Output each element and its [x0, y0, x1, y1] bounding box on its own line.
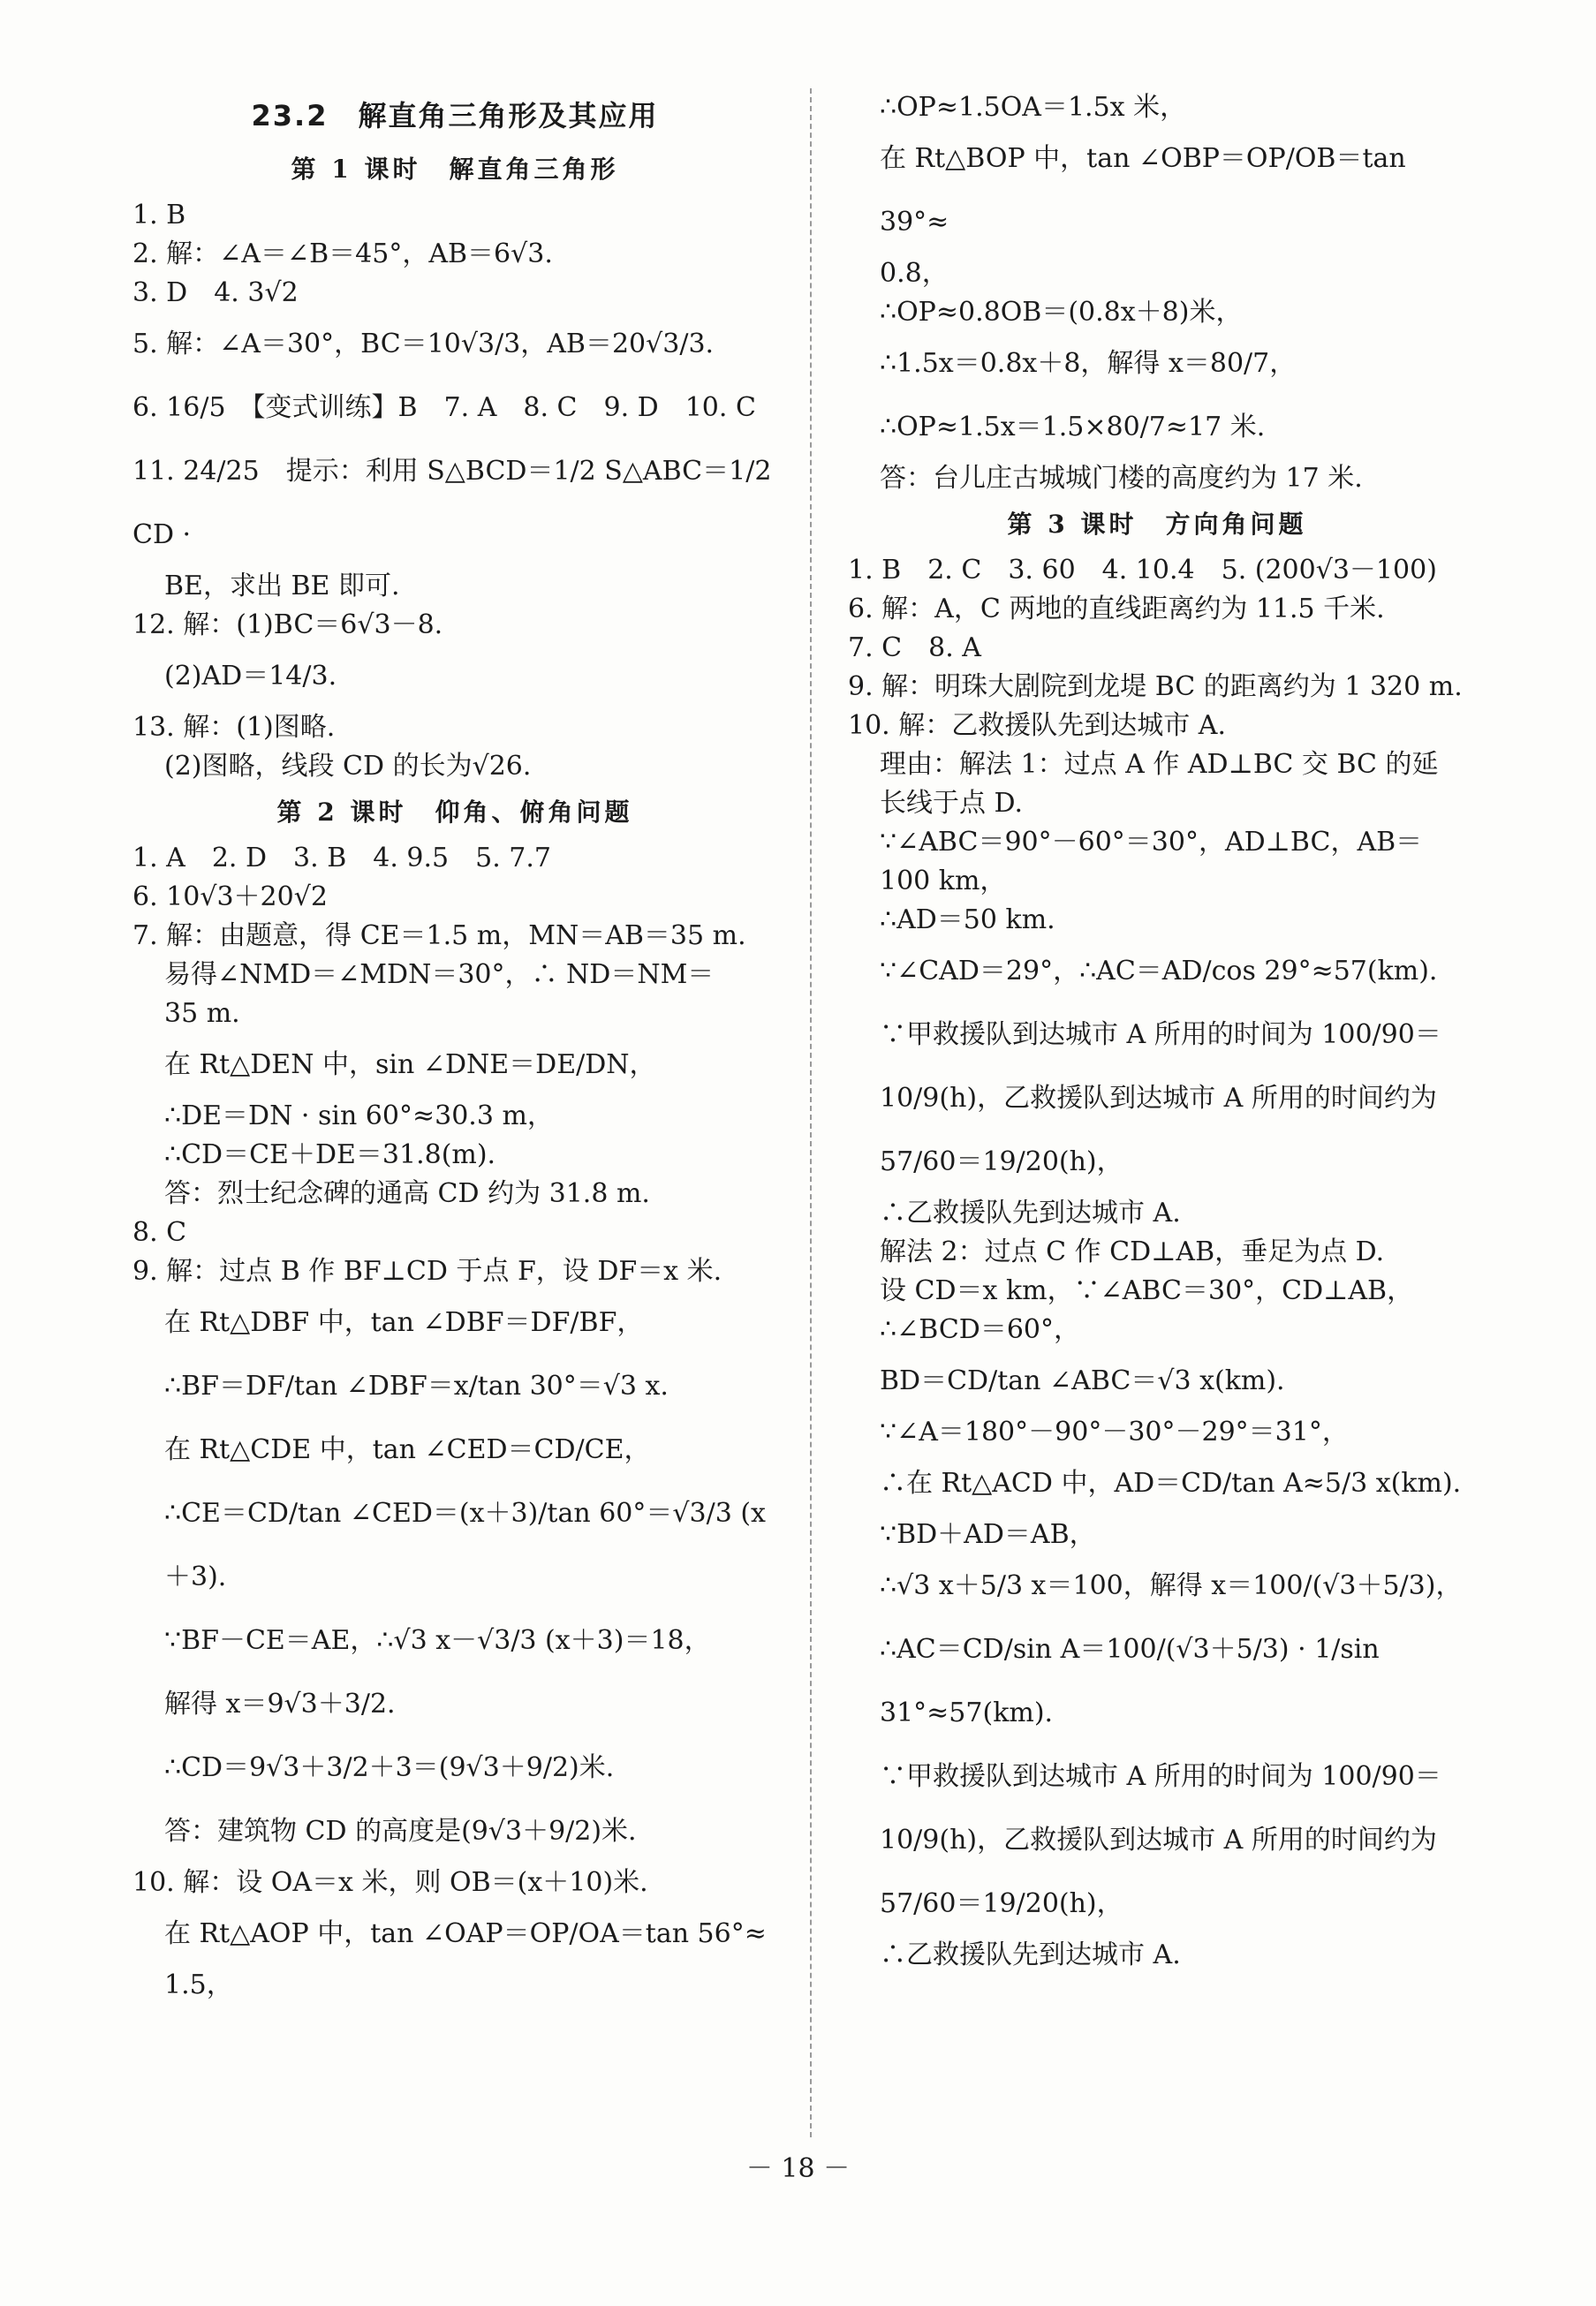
- answer-line: 6. 16/5 【变式训练】B 7. A 8. C 9. D 10. C: [132, 392, 756, 423]
- answer-line: ∴乙救援队先到达城市 A.: [880, 1198, 1181, 1229]
- column-divider: [810, 88, 812, 2137]
- answer-line: 10. 解：乙救援队先到达城市 A.: [848, 710, 1226, 741]
- answer-line: ∵甲救援队到达城市 A 所用的时间为 100/90＝: [880, 1761, 1441, 1792]
- answer-line: 在 Rt△AOP 中，tan ∠OAP＝OP/OA＝tan 56°≈: [164, 1918, 767, 1949]
- answer-line: ∴OP≈0.8OB＝(0.8x＋8)米，: [880, 297, 1243, 328]
- answer-line: 9. 解：过点 B 作 BF⊥CD 于点 F，设 DF＝x 米.: [132, 1256, 722, 1287]
- left-column: [132, 88, 780, 2005]
- answer-line: 3. D 4. 3√2: [132, 277, 299, 308]
- answer-line: 易得∠NMD＝∠MDN＝30°，∴ ND＝NM＝: [164, 959, 715, 990]
- answer-line: ∵BF－CE＝AE，∴√3 x－√3/3 (x＋3)＝18，: [164, 1625, 711, 1656]
- answer-line: 答：建筑物 CD 的高度是(9√3＋9/2)米.: [164, 1816, 637, 1847]
- answer-line: ∴√3 x＋5/3 x＝100，解得 x＝100/(√3＋5/3)，: [880, 1570, 1463, 1601]
- answer-line: 8. C: [132, 1217, 187, 1248]
- answer-line: 5. 解：∠A＝30°，BC＝10√3/3，AB＝20√3/3.: [132, 329, 715, 359]
- answer-line: ∴AD＝50 km.: [880, 904, 1055, 935]
- lesson-2-title: 第 2 课时 仰角、俯角问题: [276, 798, 633, 827]
- answer-line: 12. 解：(1)BC＝6√3－8.: [132, 609, 443, 640]
- answer-line: 设 CD＝x km，∵∠ABC＝30°，CD⊥AB，: [880, 1275, 1414, 1306]
- answer-line: ∴在 Rt△ACD 中，AD＝CD/tan A≈5/3 x(km).: [880, 1468, 1462, 1499]
- answer-line: 0.8，: [880, 258, 949, 289]
- answer-line: 6. 解：A，C 两地的直线距离约为 11.5 千米.: [848, 594, 1385, 624]
- lesson-1-title: 第 1 课时 解直角三角形: [291, 155, 619, 184]
- answer-line: 57/60＝19/20(h)，: [880, 1888, 1123, 1919]
- answer-line: ∴DE＝DN · sin 60°≈30.3 m，: [164, 1100, 554, 1131]
- answer-line: ∴AC＝CD/sin A＝100/(√3＋5/3) · 1/sin 31°≈57(km).: [880, 1634, 1388, 1728]
- answer-line: 9. 解：明珠大剧院到龙堤 BC 的距离约为 1 320 m.: [848, 671, 1463, 702]
- answer-line: ∴∠BCD＝60°，: [880, 1314, 1081, 1345]
- answer-line: 10/9(h)，乙救援队到达城市 A 所用的时间约为: [880, 1083, 1437, 1114]
- answer-line: BD＝CD/tan ∠ABC＝√3 x(km).: [880, 1365, 1285, 1396]
- answer-line: ∴CD＝9√3＋3/2＋3＝(9√3＋9/2)米.: [164, 1752, 615, 1783]
- answer-line: 理由：解法 1：过点 A 作 AD⊥BC 交 BC 的延: [880, 749, 1439, 780]
- answer-line: ∵∠CAD＝29°，∴AC＝AD/cos 29°≈57(km).: [880, 956, 1438, 987]
- answer-line: ∴CE＝CD/tan ∠CED＝(x＋3)/tan 60°＝√3/3 (x＋3).: [164, 1498, 766, 1592]
- answer-line: ∴OP≈1.5x＝1.5×80/7≈17 米.: [880, 412, 1266, 442]
- answer-line: 7. 解：由题意，得 CE＝1.5 m，MN＝AB＝35 m.: [132, 920, 746, 951]
- lesson-3-title: 第 3 课时 方向角问题: [1007, 510, 1307, 539]
- answer-line: ∴OP≈1.5OA＝1.5x 米，: [880, 92, 1187, 123]
- answer-line: 35 m.: [164, 998, 240, 1029]
- answer-line: ∵∠A＝180°－90°－30°－29°＝31°，: [880, 1417, 1349, 1448]
- answer-line: 6. 10√3＋20√2: [132, 881, 328, 912]
- answer-line: 答：烈士纪念碑的通高 CD 约为 31.8 m.: [164, 1178, 650, 1209]
- answer-line: 在 Rt△DEN 中，sin ∠DNE＝DE/DN，: [164, 1049, 656, 1080]
- answer-line: (2)图略，线段 CD 的长为√26.: [164, 751, 532, 782]
- answer-line: 57/60＝19/20(h)，: [880, 1146, 1123, 1177]
- answer-line: 答：台儿庄古城城门楼的高度约为 17 米.: [880, 463, 1363, 494]
- right-column: [848, 88, 1466, 1975]
- answer-line: BE，求出 BE 即可.: [164, 571, 400, 601]
- answer-line: ∴BF＝DF/tan ∠DBF＝x/tan 30°＝√3 x.: [164, 1371, 669, 1402]
- answer-line: 100 km，: [880, 866, 1007, 896]
- answer-line: ∵BD＋AD＝AB，: [880, 1519, 1096, 1550]
- answer-line: 10. 解：设 OA＝x 米，则 OB＝(x＋10)米.: [132, 1867, 648, 1898]
- page-number: － 18 －: [745, 2153, 851, 2184]
- answer-line: 1. B: [132, 200, 186, 231]
- answer-line: (2)AD＝14/3.: [164, 661, 337, 692]
- answer-line: ∵∠ABC＝90°－60°＝30°，AD⊥BC，AB＝: [880, 827, 1423, 858]
- answer-line: 在 Rt△CDE 中，tan ∠CED＝CD/CE，: [164, 1434, 651, 1465]
- answer-line: 在 Rt△BOP 中，tan ∠OBP＝OP/OB＝tan 39°≈: [880, 143, 1415, 238]
- answer-line: 解得 x＝9√3＋3/2.: [164, 1689, 396, 1720]
- answer-line: ∵甲救援队到达城市 A 所用的时间为 100/90＝: [880, 1019, 1441, 1050]
- answer-line: 13. 解：(1)图略.: [132, 712, 336, 743]
- answer-line: 1. B 2. C 3. 60 4. 10.4 5. (200√3－100): [848, 555, 1437, 586]
- answer-line: 10/9(h)，乙救援队到达城市 A 所用的时间约为: [880, 1825, 1437, 1856]
- answer-line: ∴1.5x＝0.8x＋8，解得 x＝80/7，: [880, 348, 1297, 379]
- answer-line: 7. C 8. A: [848, 632, 981, 663]
- answer-line: ∴乙救援队先到达城市 A.: [880, 1939, 1181, 1970]
- answer-line: 解法 2：过点 C 作 CD⊥AB，垂足为点 D.: [880, 1236, 1385, 1267]
- answer-line: 在 Rt△DBF 中，tan ∠DBF＝DF/BF，: [164, 1307, 644, 1338]
- answer-line: ∴CD＝CE＋DE＝31.8(m).: [164, 1139, 496, 1170]
- answer-line: 2. 解：∠A＝∠B＝45°，AB＝6√3.: [132, 238, 553, 269]
- answer-line: 1.5，: [164, 1970, 233, 2000]
- answer-line: 1. A 2. D 3. B 4. 9.5 5. 7.7: [132, 843, 551, 873]
- answer-line: 11. 24/25 提示：利用 S△BCD＝1/2 S△ABC＝1/2 CD ·: [132, 456, 780, 550]
- section-title: 23.2 解直角三角形及其应用: [251, 99, 659, 132]
- answer-line: 长线于点 D.: [880, 788, 1024, 819]
